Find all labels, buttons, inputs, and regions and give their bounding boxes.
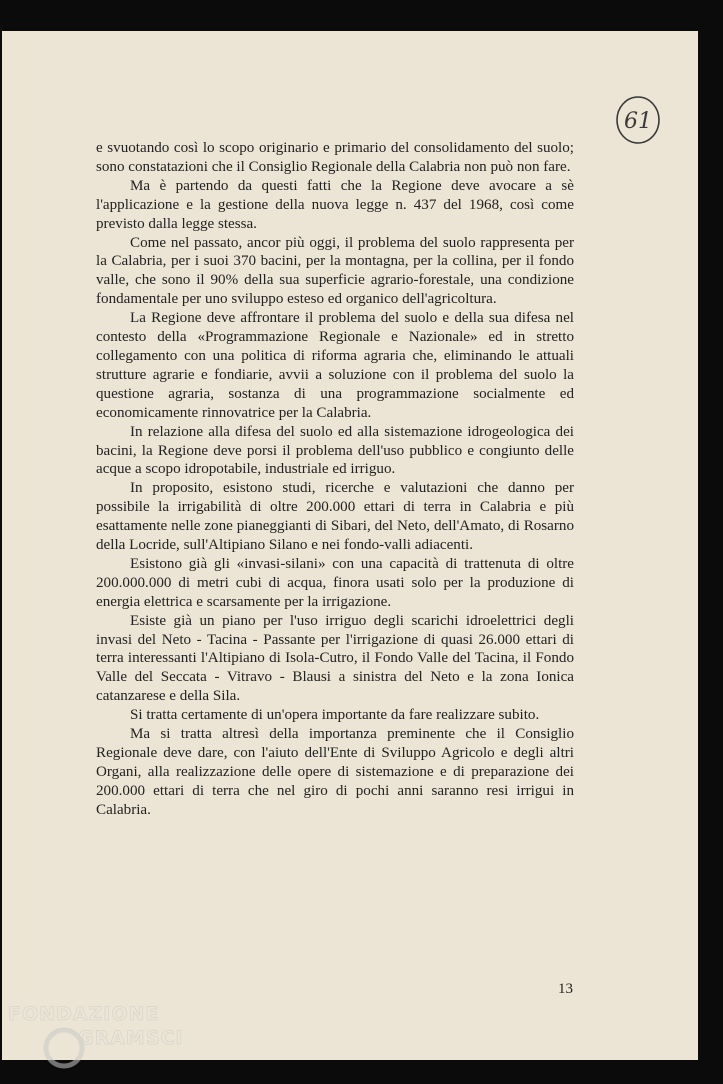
paragraph-7: Esistono già gli «invasi-silani» con una capacità di trattenuta di oltre 200.000.000 di metri cubi di acqua, finora usati solo per la produzione di energia elettrica e scarsamente per la irrigazione.: [96, 555, 574, 610]
paragraph-5: In relazione alla difesa del suolo ed alla sistemazione idrogeologica dei bacini, la Regione deve porsi il problema dell'uso pubblico e congiunto delle acque a scopo idropotabile, industriale ed irriguo.: [96, 423, 574, 478]
paragraph-3: Come nel passato, ancor più oggi, il problema del suolo rappresenta per la Calabria, per i suoi 370 bacini, per la montagna, per la collina, per il fondo valle, che sono il 90% della sua superficie agrario-forestale, una condizione fondamentale per uno sviluppo esteso ed organico dell'agricoltura.: [96, 234, 574, 308]
paragraph-10: Ma si tratta altresì della importanza preminente che il Consiglio Regionale deve dare, con l'aiuto dell'Ente di Sviluppo Agricolo e degli altri Organi, alla realizzazione delle opere di sistemazione e di preparazione dei 200.000 ettari di terra che nel giro di pochi anni saranno resi irrigui in Calabria.: [96, 726, 574, 818]
paragraph-6: In proposito, esistono studi, ricerche e valutazioni che danno per possibile la irrigabilità di oltre 200.000 ettari di terra in Calabria e più esattamente nelle zone pianeggianti di Sibari, del Neto, dell'Amato, di Rosarno della Locride, sull'Altipiano Silano e nei fondo-valli adiacenti.: [96, 480, 574, 554]
body-text: [96, 139, 574, 820]
watermark-logo-icon: [4, 1000, 194, 1080]
handwritten-page-mark: [614, 94, 662, 146]
paragraph-1: e svuotando così lo scopo originario e primario del consolidamento del suolo; sono constatazioni che il Consiglio Regionale della Calabria non può non fare.: [96, 140, 574, 175]
circled-number-icon: [614, 94, 662, 146]
page-number: 13: [558, 981, 573, 997]
fondazione-gramsci-watermark: [4, 1000, 194, 1080]
document-page: [2, 31, 698, 1060]
watermark-line2: GRAMSCI: [78, 1027, 184, 1049]
paragraph-8: Esiste già un piano per l'uso irriguo degli scarichi idroelettrici degli invasi del Neto - Tacina - Passante per l'irrigazione di quasi 26.000 ettari di terra interessanti l'Altipiano di Isola-Cutro, il Fondo Valle del Tacina, il Fondo Valle del Seccata - Vitravo - Blausi a sinistra del Neto e la zona Ionica catanzarese e della Sila.: [96, 612, 574, 705]
paragraph-9: Si tratta certamente di un'opera importante da fare realizzare subito.: [130, 707, 540, 724]
paragraph-2: Ma è partendo da questi fatti che la Regione deve avocare a sè l'applicazione e la gestione della nuova legge n. 437 del 1968, così come previsto dalla legge stessa.: [96, 177, 574, 232]
paragraph-4: La Regione deve affrontare il problema del suolo e della sua difesa nel contesto della «Programmazione Regionale e Nazionale» ed in stretto collegamento con una politica di riforma agraria che, eliminando le attuali strutture agrarie e fondiarie, avvii a soluzione con il problema del suolo la questione agraria, sostanza di una programmazione socialmente ed economicamente rinnovatrice per la Calabria.: [96, 310, 574, 421]
watermark-line1: FONDAZIONE: [8, 1003, 160, 1025]
handwritten-number: 61: [624, 109, 652, 134]
